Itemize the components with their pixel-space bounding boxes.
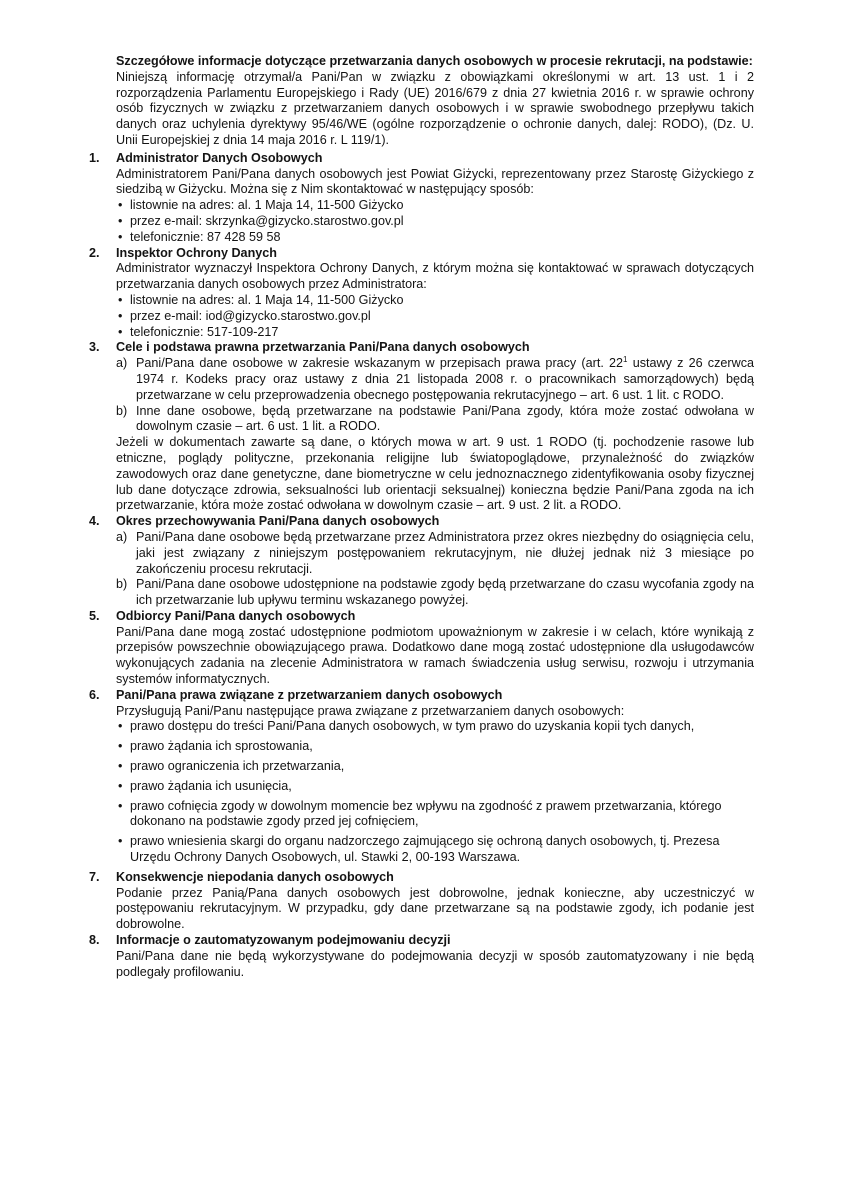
contact-list bbox=[116, 198, 754, 245]
section-text: Administratorem Pani/Pana danych osobowych jest Powiat Giżycki, reprezentowany przez Starostę Giżyckiego z siedzibą w Giżycku. Można się z Nim skontaktować w następujący sposób: bbox=[116, 166, 754, 197]
section-text: Pani/Pana dane nie będą wykorzystywane do podejmowania decyzji w sposób zautomatyzowany i nie będą podlegały profilowaniu. bbox=[116, 948, 754, 979]
list-item: • przez e-mail: iod@gizycko.starostwo.gov.pl bbox=[116, 309, 754, 325]
section-title: Pani/Pana prawa związane z przetwarzaniem danych osobowych bbox=[116, 687, 503, 702]
item-label: b) bbox=[116, 403, 128, 418]
section-title: Okres przechowywania Pani/Pana danych osobowych bbox=[116, 514, 440, 529]
section-automated-decisions bbox=[89, 933, 754, 980]
item-text: ustawy z 26 czerwca 1974 r. Kodeks pracy oraz ustawy z dnia 21 listopada 2008 r. o pracownikach samorządowych) będą przetwarzane w celu przeprowadzenia obecnego postępowania rekrutacyjnego – art. 6 ust. 1 lit. c RODO. bbox=[136, 356, 754, 402]
section-recipients bbox=[89, 608, 754, 688]
document-content bbox=[89, 54, 754, 980]
section-text: Jeżeli w dokumentach zawarte są dane, o których mowa w art. 9 ust. 1 RODO (tj. pochodzenie rasowe lub etniczne, poglądy polityczne, przekonania religijne lub światopoglądowe, przynależność do związków zawodowych oraz dane genetyczne, dane biometryczne w celu jednoznacznego zidentyfikowania osoby fizycznej lub dane dotyczące zdrowia, seksualności lub orientacji seksualnej) konieczna będzie Pani/Pana zgoda na ich przetwarzanie, która może zostać odwołana w dowolnym czasie – art. 9 ust. 2 lit. a RODO. bbox=[116, 435, 754, 513]
item-text: Pani/Pana dane osobowe będą przetwarzane przez Administratora przez okres niezbędny do osiągnięcia celu, jaki jest związany z niniejszym postępowaniem rekrutacyjnym, nie dłużej jednak niż 3 miesiące po zakończeniu procesu rekrutacji. bbox=[136, 529, 754, 576]
list-item: • telefonicznie: 517-109-217 bbox=[116, 325, 754, 341]
section-title: Konsekwencje niepodania danych osobowych bbox=[116, 869, 394, 884]
list-item bbox=[116, 577, 754, 609]
section-number: 1. bbox=[89, 150, 100, 165]
item-label: b) bbox=[116, 577, 128, 592]
section-title: Cele i podstawa prawna przetwarzania Pani/Pana danych osobowych bbox=[116, 340, 530, 355]
intro-title: Szczegółowe informacje dotyczące przetwarzania danych osobowych w procesie rekrutacji, na podstawie: bbox=[116, 54, 753, 68]
list-item: • prawo żądania ich usunięcia, bbox=[116, 779, 754, 795]
section-title: Odbiorcy Pani/Pana danych osobowych bbox=[116, 608, 356, 623]
section-text: Pani/Pana dane mogą zostać udostępnione podmiotom upoważnionym w zakresie i w celach, które wynikają z przepisów powszechnie obowiązującego prawa. Dodatkowo dane mogą zostać udostępnione dla usługodawców wykonujących zadania na zlecenie Administratora w ramach świadczenia usług serwisu, rozwoju i utrzymania systemów informatycznych. bbox=[116, 624, 754, 687]
section-number: 4. bbox=[89, 514, 100, 529]
list-item: • telefonicznie: 87 428 59 58 bbox=[116, 230, 754, 246]
list-item bbox=[116, 530, 754, 577]
item-text: Pani/Pana dane osobowe udostępnione na podstawie zgody będą przetwarzane do czasu wycofania zgody na ich przetwarzanie lub upływu terminu wskazanego powyżej. bbox=[136, 577, 754, 608]
section-administrator bbox=[89, 150, 754, 246]
list-item bbox=[116, 404, 754, 436]
list-item: • prawo wniesienia skargi do organu nadzorczego zajmującego się ochroną danych osobowych, tj. Prezesa Urzędu Ochrony Danych Osobowych, ul. Stawki 2, 00-193 Warszawa. bbox=[116, 834, 754, 866]
item-text: Pani/Pana dane osobowe w zakresie wskazanym w przepisach prawa pracy (art. 22 bbox=[136, 356, 624, 371]
lettered-list bbox=[116, 530, 754, 609]
section-rights bbox=[89, 687, 754, 866]
section-consequences bbox=[89, 869, 754, 933]
section-purposes bbox=[89, 340, 754, 514]
section-retention bbox=[89, 514, 754, 609]
section-number: 6. bbox=[89, 687, 100, 702]
list-item: • przez e-mail: skrzynka@gizycko.starostwo.gov.pl bbox=[116, 214, 754, 230]
item-label: a) bbox=[116, 529, 128, 544]
list-item: • prawo dostępu do treści Pani/Pana danych osobowych, w tym prawo do uzyskania kopii tych danych, bbox=[116, 719, 754, 735]
section-number: 3. bbox=[89, 340, 100, 355]
list-item: • prawo żądania ich sprostowania, bbox=[116, 739, 754, 755]
section-number: 5. bbox=[89, 608, 100, 623]
item-label: a) bbox=[116, 356, 128, 371]
section-title: Inspektor Ochrony Danych bbox=[116, 245, 277, 260]
list-item: • prawo ograniczenia ich przetwarzania, bbox=[116, 759, 754, 775]
list-item: • listownie na adres: al. 1 Maja 14, 11-500 Giżycko bbox=[116, 293, 754, 309]
section-number: 7. bbox=[89, 869, 100, 884]
list-item: • listownie na adres: al. 1 Maja 14, 11-500 Giżycko bbox=[116, 198, 754, 214]
intro-text: Niniejszą informację otrzymał/a Pani/Pan w związku z obowiązkami określonymi w art. 13 ust. 1 i 2 rozporządzenia Parlamentu Europejskiego i Rady (UE) 2016/679 z dnia 27 kwietnia 2016 r. w sprawie ochrony osób fizycznych w związku z przetwarzaniem danych osobowych i w sprawie swobodnego przepływu takich danych oraz uchylenia dyrektywy 95/46/WE (ogólne rozporządzenie o ochronie danych, dalej: RODO), (Dz. U. Unii Europejskiej z dnia 14 maja 2016 r. L 119/1). bbox=[116, 69, 754, 147]
section-title: Informacje o zautomatyzowanym podejmowaniu decyzji bbox=[116, 933, 451, 948]
superscript: 1 bbox=[623, 354, 628, 364]
rights-list bbox=[116, 719, 754, 865]
section-number: 8. bbox=[89, 933, 100, 948]
contact-list bbox=[116, 293, 754, 340]
lettered-list bbox=[116, 356, 754, 435]
section-text: Przysługują Pani/Panu następujące prawa związane z przetwarzaniem danych osobowych: bbox=[116, 703, 625, 718]
section-text: Administrator wyznaczył Inspektora Ochrony Danych, z którym można się kontaktować w sprawach dotyczących przetwarzania danych osobowych przez Administratora: bbox=[116, 261, 754, 292]
list-item bbox=[116, 356, 754, 403]
list-item: • prawo cofnięcia zgody w dowolnym momencie bez wpływu na zgodność z prawem przetwarzania, którego dokonano na podstawie zgody przed jej cofnięciem, bbox=[116, 799, 754, 831]
section-number: 2. bbox=[89, 245, 100, 260]
item-text: Inne dane osobowe, będą przetwarzane na podstawie Pani/Pana zgody, która może zostać odwołana w dowolnym czasie – art. 6 ust. 1 lit. a RODO. bbox=[136, 403, 754, 434]
section-text: Podanie przez Panią/Pana danych osobowych jest dobrowolne, jednak konieczne, aby uczestniczyć w postępowaniu rekrutacyjnym. W przypadku, gdy dane przetwarzane są na podstawie zgody, ich podanie jest dobrowolne. bbox=[116, 885, 754, 932]
section-title: Administrator Danych Osobowych bbox=[116, 150, 323, 165]
section-inspector bbox=[89, 245, 754, 341]
